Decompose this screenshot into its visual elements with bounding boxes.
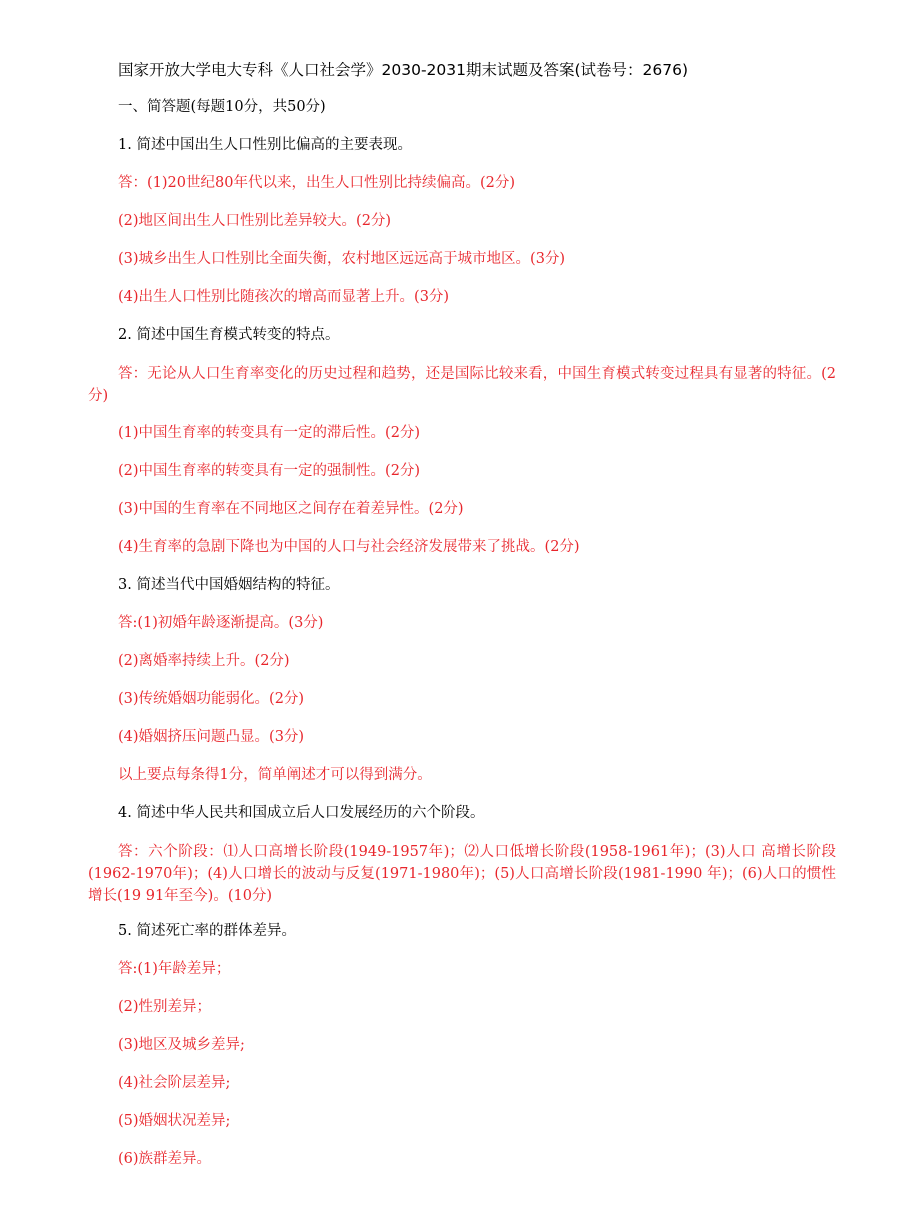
- answer-5-4: (4)社会阶层差异;: [118, 1075, 231, 1091]
- answer-3-note: 以上要点每条得1分，简单阐述才可以得到满分。: [118, 767, 432, 783]
- answer-2-intro: 答：无论从人口生育率变化的历史过程和趋势，还是国际比较来看，中国生育模式转变过程具有显著的特征。(2分): [88, 366, 836, 404]
- question-1: 1. 简述中国出生人口性别比偏高的主要表现。: [118, 137, 412, 153]
- answer-3-4: (4)婚姻挤压问题凸显。(3分): [118, 729, 305, 745]
- answer-1-4: (4)出生人口性别比随孩次的增高而显著上升。(3分): [118, 289, 450, 305]
- answer-2-1: (1)中国生育率的转变具有一定的滞后性。(2分): [118, 425, 421, 441]
- answer-3-1: 答:(1)初婚年龄逐渐提高。(3分): [118, 615, 324, 631]
- answer-1-2: (2)地区间出生人口性别比差异较大。(2分): [118, 213, 392, 229]
- answer-3-3: (3)传统婚姻功能弱化。(2分): [118, 691, 305, 707]
- answer-1-3: (3)城乡出生人口性别比全面失衡，农村地区远远高于城市地区。(3分): [118, 251, 566, 267]
- question-2: 2. 简述中国生育模式转变的特点。: [118, 327, 340, 343]
- question-3: 3. 简述当代中国婚姻结构的特征。: [118, 577, 340, 593]
- answer-5-5: (5)婚姻状况差异;: [118, 1113, 231, 1129]
- answer-2-2: (2)中国生育率的转变具有一定的强制性。(2分): [118, 463, 421, 479]
- document-title: 国家开放大学电大专科《人口社会学》2030-2031期末试题及答案(试卷号：2676): [118, 61, 689, 79]
- section-heading: 一、简答题(每题10分，共50分): [118, 99, 326, 115]
- question-5: 5. 简述死亡率的群体差异。: [118, 923, 296, 939]
- question-4: 4. 简述中华人民共和国成立后人口发展经历的六个阶段。: [118, 805, 485, 821]
- answer-3-2: (2)离婚率持续上升。(2分): [118, 653, 290, 669]
- answer-5-3: (3)地区及城乡差异;: [118, 1037, 245, 1053]
- answer-4-text: 答：六个阶段：⑴人口高增长阶段(1949-1957年)；⑵人口低增长阶段(1958-1961年)；(3)人口 高增长阶段(1962-1970年)；(4)人口增长的波动与反复(1971-1980年)；(5)人口高增长阶段(1981-1990 年)；(6)人口的惯性增长(19 91年至今)。(10分): [88, 844, 836, 904]
- answer-2-3: (3)中国的生育率在不同地区之间存在着差异性。(2分): [118, 501, 464, 517]
- answer-1-1: 答：(1)20世纪80年代以来，出生人口性别比持续偏高。(2分): [118, 175, 515, 191]
- answer-5-2: (2)性别差异；: [118, 999, 212, 1015]
- answer-2-4: (4)生育率的急剧下降也为中国的人口与社会经济发展带来了挑战。(2分): [118, 539, 580, 555]
- answer-5-1: 答:(1)年龄差异；: [118, 961, 231, 977]
- answer-5-6: (6)族群差异。: [118, 1151, 212, 1167]
